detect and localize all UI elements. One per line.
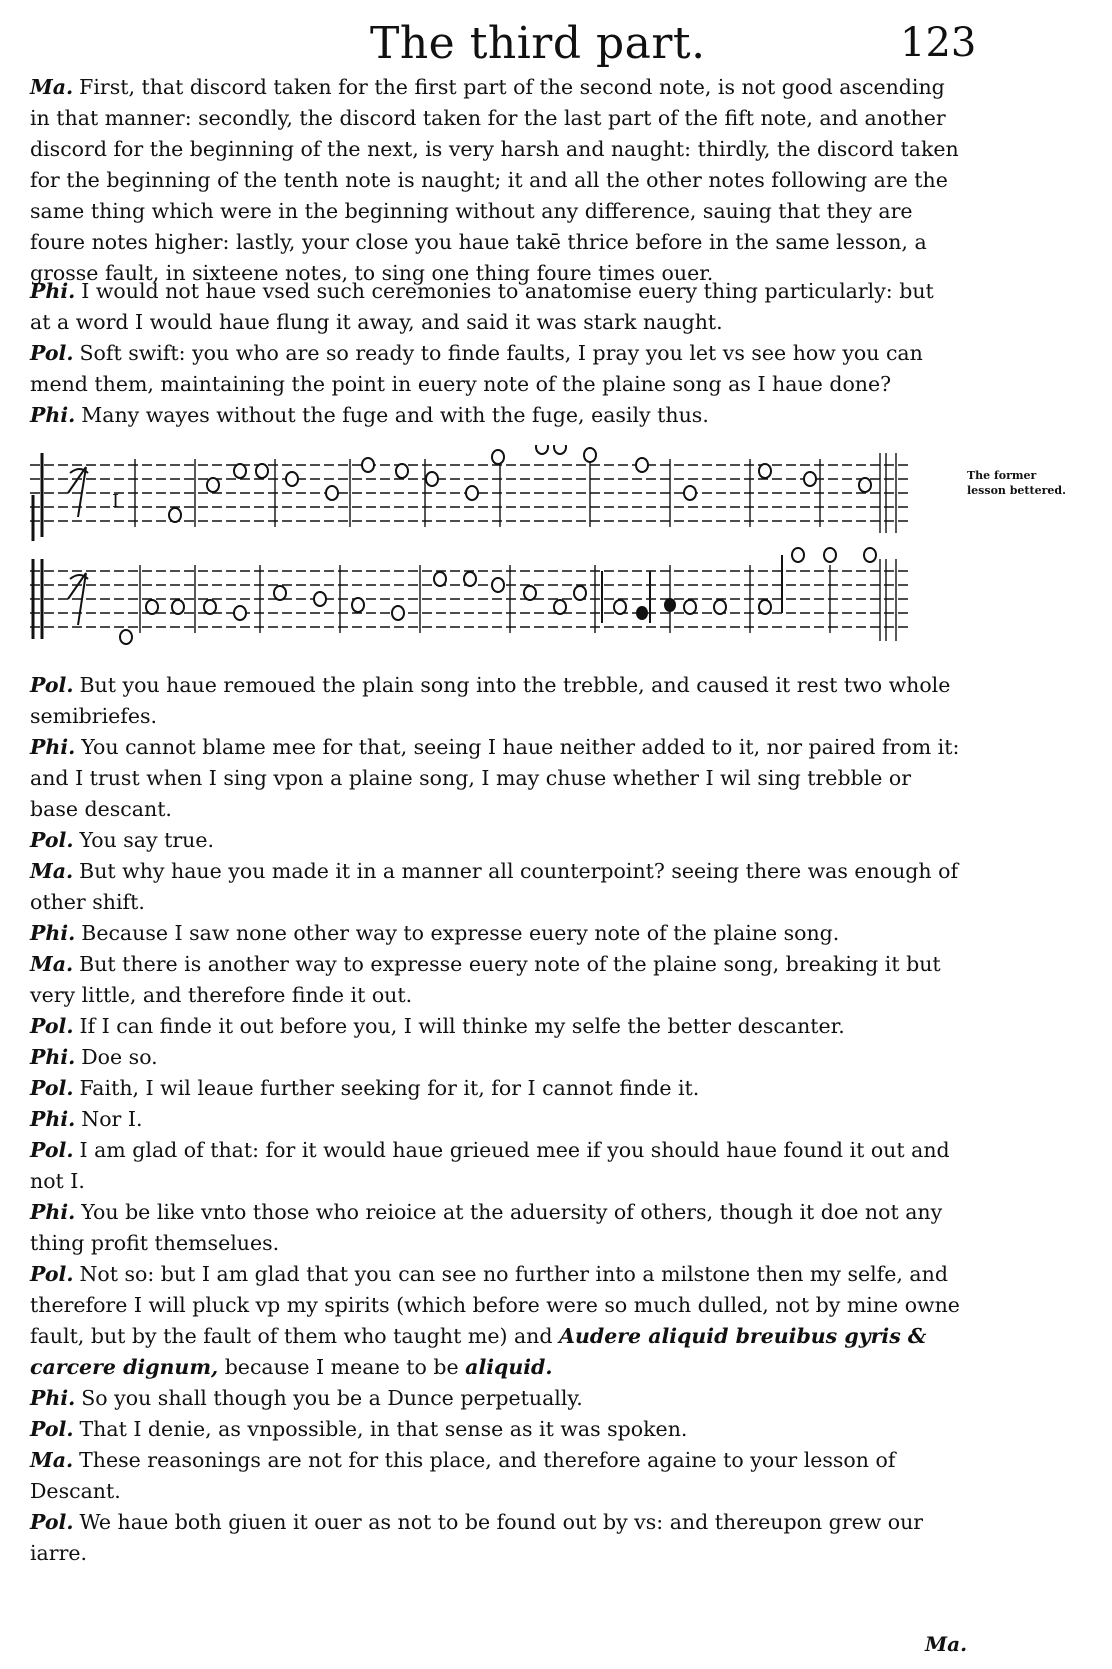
paragraph: [30, 400, 960, 431]
speaker-label: Phi.: [30, 1045, 76, 1069]
running-title: The third part.: [370, 18, 706, 69]
paragraph: [30, 1073, 960, 1104]
speaker-label: Phi.: [30, 1386, 76, 1410]
speaker-label: Phi.: [30, 921, 76, 945]
speech-text: Many wayes without the fuge and with the fuge, easily thus.: [81, 403, 709, 427]
music-staff-upper: [30, 445, 1090, 545]
paragraph: [30, 1507, 960, 1569]
paragraph: [30, 276, 960, 338]
paragraph: [30, 825, 960, 856]
music-staff-lower: [30, 545, 1090, 655]
speech-text: You cannot blame mee for that, seeing I haue neither added to it, nor paired from it: and I trust when I sing vpon a plaine song, I may chuse whether I wil sing trebble or base descant.: [30, 735, 960, 821]
speaker-label: Pol.: [30, 1138, 74, 1162]
speech-text: Soft swift: you who are so ready to finde faults, I pray you let vs see how you can mend them, maintaining the point in euery note of the plaine song as I haue done?: [30, 341, 923, 396]
page-header: [0, 14, 1112, 74]
paragraph: [30, 1414, 960, 1445]
staff-notation-upper: [30, 445, 960, 545]
paragraph: [30, 1011, 960, 1042]
speech-text: If I can finde it out before you, I will thinke my selfe the better descanter.: [79, 1014, 845, 1038]
speaker-label: Pol.: [30, 828, 74, 852]
speaker-label: Pol.: [30, 341, 74, 365]
speech-text: Not so: but I am glad that you can see no further into a milstone then my selfe, and therefore I will pluck vp my spirits (which before were so much dulled, not by mine owne fault, but by the fault of them who taught me) and: [30, 1262, 960, 1348]
speaker-label: Pol.: [30, 1076, 74, 1100]
speaker-label: Pol.: [30, 673, 74, 697]
speech-text: We haue both giuen it ouer as not to be found out by vs: and thereupon grew our iarre.: [30, 1510, 924, 1565]
speaker-label: Phi.: [30, 279, 76, 303]
speech-text: But why haue you made it in a manner all counterpoint? seeing there was enough of other shift.: [30, 859, 959, 914]
speech-text: Doe so.: [81, 1045, 158, 1069]
paragraph: [30, 856, 960, 918]
speech-text: Faith, I wil leaue further seeking for it, for I cannot finde it.: [79, 1076, 700, 1100]
speech-text: First, that discord taken for the first part of the second note, is not good ascending in that manner: secondly, the discord taken for the last part of the fift note, and another discord for the beginning of the next, is very harsh and naught: thirdly, the discord taken for the beginning of the tenth note is naught; it and all the other notes following are the same thing which were in the beginning without any difference, sauing that they are foure notes higher: lastly, your close you haue takē thrice before in the same lesson, a grosse fault, in sixteene notes, to sing one thing foure times ouer.: [30, 75, 959, 285]
speech-text: Because I saw none other way to expresse euery note of the plaine song.: [81, 921, 840, 945]
speaker-label: Ma.: [30, 1448, 74, 1472]
speaker-label: Phi.: [30, 735, 76, 759]
speech-text: These reasonings are not for this place, and therefore againe to your lesson of Descant.: [30, 1448, 896, 1503]
paragraph: [30, 670, 960, 732]
speech-text: Nor I.: [81, 1107, 143, 1131]
speech-text: I would not haue vsed such ceremonies to anatomise euery thing particularly: but at a word I would haue flung it away, and said it was stark naught.: [30, 279, 934, 334]
svg-text:I: I: [112, 491, 120, 512]
speech-text: But there is another way to expresse euery note of the plaine song, breaking it but very little, and therefore finde it out.: [30, 952, 941, 1007]
paragraph: [30, 1104, 960, 1135]
paragraph: [30, 338, 960, 400]
latin-word: aliquid.: [465, 1355, 553, 1379]
paragraph: [30, 949, 960, 1011]
speech-text: You say true.: [79, 828, 215, 852]
paragraph: [30, 732, 960, 825]
staff-notation-lower: [30, 545, 960, 655]
paragraph: [30, 918, 960, 949]
speaker-label: Phi.: [30, 403, 76, 427]
paragraph: [30, 1383, 960, 1414]
paragraph: [30, 1042, 960, 1073]
speaker-label: Pol.: [30, 1014, 74, 1038]
speaker-label: Phi.: [30, 1107, 76, 1131]
speaker-label: Phi.: [30, 1200, 76, 1224]
speech-text: That I denie, as vnpossible, in that sense as it was spoken.: [79, 1417, 688, 1441]
speaker-label: Ma.: [30, 75, 74, 99]
speaker-label: Pol.: [30, 1510, 74, 1534]
paragraph: [30, 1135, 960, 1197]
speaker-label: Ma.: [30, 859, 74, 883]
latin-quotation: Audere aliquid breuibus gyris & carcere dignum,: [30, 1324, 927, 1379]
speaker-label: Pol.: [30, 1262, 74, 1286]
page-number: 123: [900, 20, 977, 66]
speech-text: I am glad of that: for it would haue grieued mee if you should haue found it out and not I.: [30, 1138, 950, 1193]
speech-text-continued: because I meane to be: [218, 1355, 466, 1379]
speaker-label: Ma.: [30, 952, 74, 976]
speech-text: So you shall though you be a Dunce perpetually.: [81, 1386, 583, 1410]
marginal-note: The former lesson bettered.: [967, 469, 1066, 497]
speaker-label: Pol.: [30, 1417, 74, 1441]
catchword: Ma.: [925, 1632, 968, 1656]
paragraph: [30, 1445, 960, 1507]
speech-text: But you haue remoued the plain song into the trebble, and caused it rest two whole semibriefes.: [30, 673, 951, 728]
speech-text: You be like vnto those who reioice at the aduersity of others, though it doe not any thing profit themselues.: [30, 1200, 943, 1255]
paragraph: [30, 1197, 960, 1259]
paragraph: [30, 1259, 960, 1383]
paragraph: [30, 72, 960, 289]
